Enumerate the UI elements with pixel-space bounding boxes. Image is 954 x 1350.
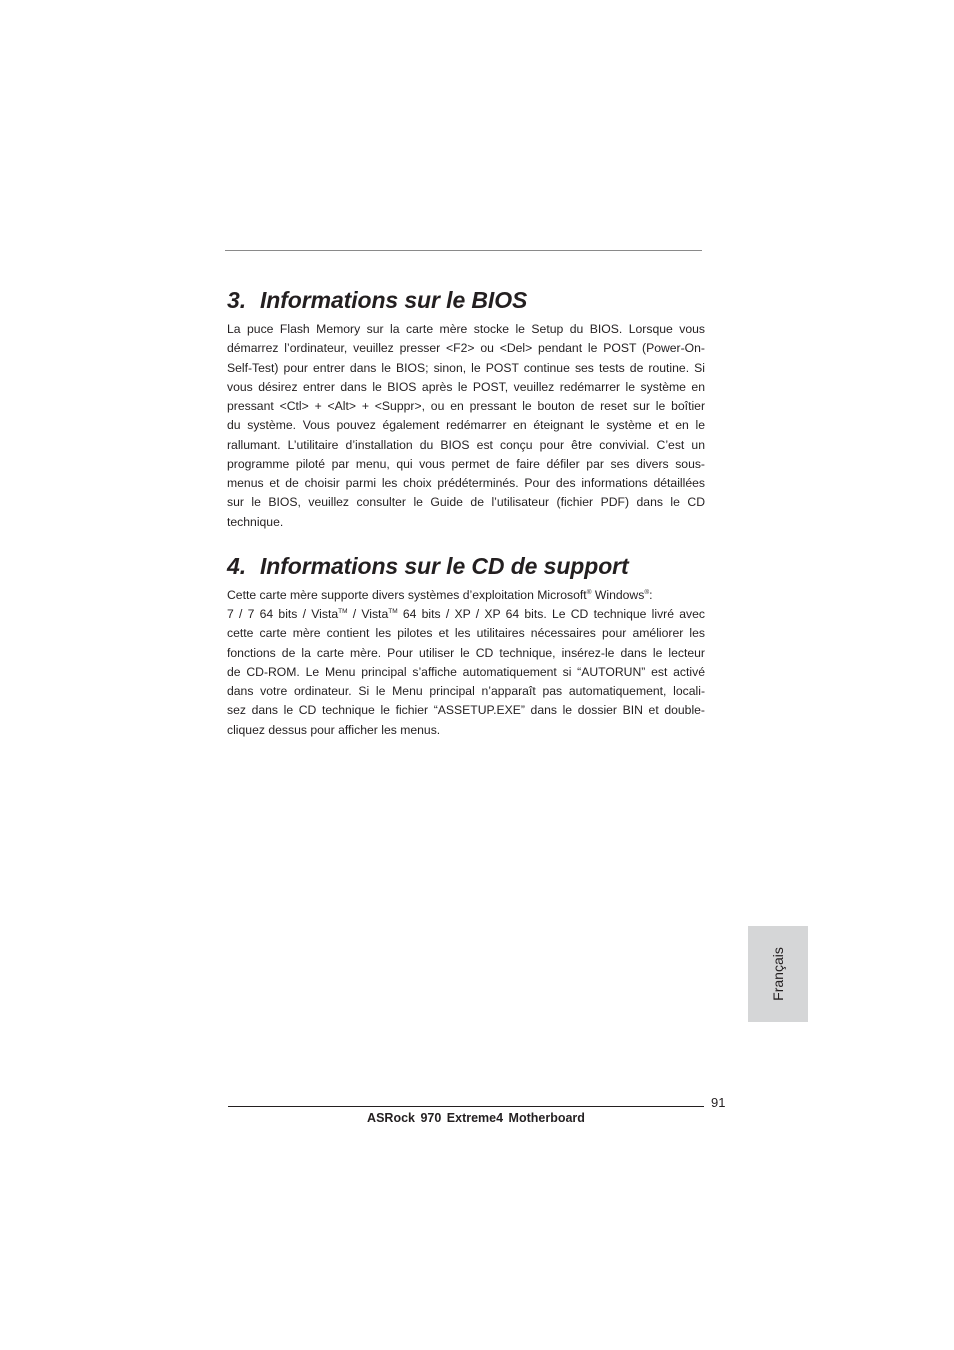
paragraph-line: sez dans le CD technique le fichier “ASSETUP.EXE” dans le dossier BIN et double- (227, 703, 705, 718)
section-bios-title: Informations sur le BIOS (260, 287, 528, 313)
paragraph-line: pressant <Ctl> + <Alt> + <Suppr>, ou en pressant le bouton de reset sur le boîtier (227, 399, 705, 413)
paragraph-line: démarrez l’ordinateur, veuillez presser <F2> ou <Del> pendant le POST (Power-On- (227, 341, 705, 356)
section-bios-number: 3. (227, 287, 246, 313)
os-text: 7 / 7 64 bits / Vista (227, 607, 339, 621)
section-cd-number: 4. (227, 552, 246, 579)
footer-rule (228, 1106, 704, 1107)
paragraph-line: menus et de choisir parmi les choix prédéterminés. Pour des informations détaillées (227, 476, 705, 490)
paragraph-line: sur le BIOS, veuillez consulter le Guide de l’utilisateur (fichier PDF) dans le CD (227, 495, 705, 510)
page-number: 91 (711, 1095, 726, 1110)
registered-mark: ® (586, 588, 592, 596)
paragraph-line: cette carte mère contient les pilotes et les utilitaires nécessaires pour améliorer les (227, 626, 705, 641)
os-text: / Vista (347, 607, 389, 621)
os-text: Windows (591, 587, 645, 602)
paragraph-line: Self-Test) pour entrer dans le BIOS; sinon, le POST continue ses tests de routine. Si (227, 360, 705, 375)
paragraph-line: fonctions de la carte mère. Pour utiliser le CD technique, insérez-le dans le lecteur (227, 645, 705, 660)
paragraph-line: dans votre ordinateur. Si le Menu principal n’apparaît pas automatiquement, locali- (227, 684, 705, 698)
page-content (227, 282, 705, 740)
paragraph-line (227, 605, 705, 624)
section-cd-title: Informations sur le CD de support (260, 552, 629, 579)
top-rule (225, 250, 702, 251)
section-bios (227, 282, 705, 532)
section-cd-heading (227, 548, 705, 584)
paragraph-line: programme piloté par menu, qui vous permet de faire défiler par ses divers sous- (227, 456, 705, 471)
paragraph-line: de CD-ROM. Le Menu principal s’affiche automatiquement si “AUTORUN” est activé (227, 664, 705, 679)
paragraph-line: du système. Vous pouvez également redémarrer en éteignant le système et en le (227, 418, 705, 433)
paragraph-line: La puce Flash Memory sur la carte mère stocke le Setup du BIOS. Lorsque vous (227, 322, 705, 336)
section-cd-paragraph (227, 586, 705, 740)
footer-title: ASRock 970 Extreme4 Motherboard (367, 1111, 585, 1125)
paragraph-line: rallumant. L’utilitaire d’installation du BIOS est conçu pour être convivial. C’est un (227, 437, 705, 452)
os-text: : (649, 587, 653, 602)
paragraph-line (227, 586, 705, 605)
section-bios-heading (227, 282, 705, 318)
os-text: 64 bits / XP / XP 64 bits. Le CD technique livré avec (397, 607, 705, 621)
trademark-mark: TM (388, 608, 398, 615)
paragraph-line: technique. (227, 514, 284, 529)
language-label: Français (770, 947, 786, 1001)
paragraph-line: vous désirez entrer dans le BIOS après le POST, veuillez redémarrer le système en (227, 379, 705, 394)
section-cd-support (227, 548, 705, 740)
section-bios-paragraph (227, 320, 705, 532)
registered-mark: ® (644, 588, 650, 596)
trademark-mark: TM (338, 608, 348, 615)
os-text: Cette carte mère supporte divers systèmes d’exploitation Microsoft (227, 587, 587, 602)
language-tab (748, 926, 808, 1022)
paragraph-line: cliquez dessus pour afficher les menus. (227, 722, 441, 737)
